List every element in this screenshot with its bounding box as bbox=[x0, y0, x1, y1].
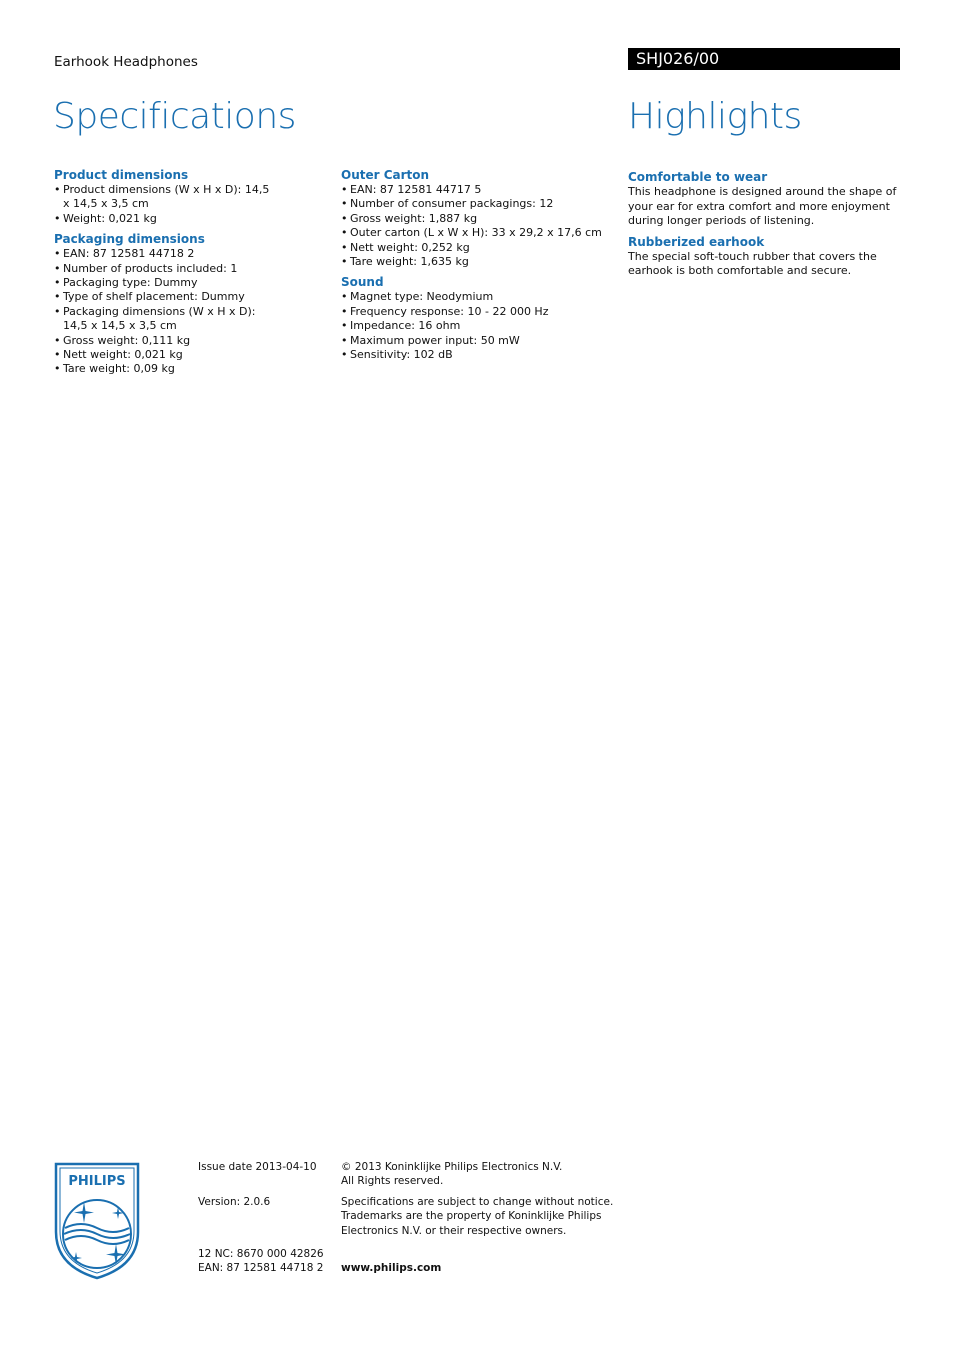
spec-item: • Product dimensions (W x H x D): 14,5 x 14,5 x 3,5 cm bbox=[54, 183, 274, 212]
spec-item: • Type of shelf placement: Dummy bbox=[54, 290, 274, 304]
highlight-comfortable bbox=[628, 170, 900, 229]
spec-column-1 bbox=[54, 168, 274, 377]
spec-heading: Product dimensions bbox=[54, 168, 189, 182]
spec-item: • Nett weight: 0,021 kg bbox=[54, 348, 274, 362]
copyright-line: © 2013 Koninklijke Philips Electronics N.V. bbox=[341, 1161, 563, 1173]
spec-item: • Gross weight: 1,887 kg bbox=[341, 212, 611, 226]
spec-item: • Number of products included: 1 bbox=[54, 262, 274, 276]
spec-item: • Frequency response: 10 - 22 000 Hz bbox=[341, 305, 611, 319]
highlight-text: The special soft-touch rubber that covers the earhook is both comfortable and secure. bbox=[628, 249, 877, 277]
highlight-rubberized bbox=[628, 235, 900, 279]
philips-shield-logo bbox=[54, 1162, 140, 1284]
spec-item: • Magnet type: Neodymium bbox=[341, 290, 611, 304]
spec-item: • EAN: 87 12581 44718 2 bbox=[54, 247, 274, 261]
spec-item: • Sensitivity: 102 dB bbox=[341, 348, 611, 362]
notice-line: Electronics N.V. or their respective owners. bbox=[341, 1225, 567, 1237]
spec-item: • Nett weight: 0,252 kg bbox=[341, 241, 611, 255]
highlight-text: This headphone is designed around the shape of your ear for extra comfort and more enjoyment during longer periods of listening. bbox=[628, 185, 897, 227]
spec-group-product-dimensions bbox=[54, 168, 274, 226]
highlight-heading: Rubberized earhook bbox=[628, 234, 765, 249]
spec-item: • Maximum power input: 50 mW bbox=[341, 334, 611, 348]
version: Version: 2.0.6 bbox=[198, 1196, 271, 1208]
spec-item: • Gross weight: 0,111 kg bbox=[54, 334, 274, 348]
spec-item: • EAN: 87 12581 44717 5 bbox=[341, 183, 611, 197]
specifications-title: Specifications bbox=[53, 96, 296, 137]
spec-item: • Number of consumer packagings: 12 bbox=[341, 197, 611, 211]
spec-item: • Packaging dimensions (W x H x D): 14,5 x 14,5 x 3,5 cm bbox=[54, 305, 274, 334]
spec-group-sound bbox=[341, 275, 611, 362]
spec-group-packaging-dimensions bbox=[54, 232, 274, 377]
spec-item: • Tare weight: 0,09 kg bbox=[54, 362, 274, 376]
spec-item: • Packaging type: Dummy bbox=[54, 276, 274, 290]
twelve-nc: 12 NC: 8670 000 42826 bbox=[198, 1248, 324, 1260]
spec-item: • Impedance: 16 ohm bbox=[341, 319, 611, 333]
spec-item: • Outer carton (L x W x H): 33 x 29,2 x 17,6 cm bbox=[341, 226, 611, 240]
notice-line: Trademarks are the property of Koninklijke Philips bbox=[341, 1210, 602, 1222]
notice-line: Specifications are subject to change without notice. bbox=[341, 1196, 614, 1208]
spec-heading: Packaging dimensions bbox=[54, 232, 205, 247]
website-link[interactable]: www.philips.com bbox=[341, 1262, 442, 1274]
issue-date: Issue date 2013-04-10 bbox=[198, 1161, 317, 1173]
spec-heading: Outer Carton bbox=[341, 168, 430, 182]
spec-column-2 bbox=[341, 168, 611, 362]
spec-group-outer-carton bbox=[341, 168, 611, 269]
rights-line: All Rights reserved. bbox=[341, 1175, 444, 1187]
spec-item: • Tare weight: 1,635 kg bbox=[341, 255, 611, 269]
footer-ean: EAN: 87 12581 44718 2 bbox=[198, 1262, 324, 1274]
highlight-heading: Comfortable to wear bbox=[628, 170, 768, 184]
highlights-column bbox=[628, 170, 900, 279]
spec-item: • Weight: 0,021 kg bbox=[54, 212, 274, 226]
model-number-badge: SHJ026/00 bbox=[628, 48, 900, 70]
spec-heading: Sound bbox=[341, 275, 384, 290]
brand-wordmark: PHILIPS bbox=[68, 1174, 126, 1189]
highlights-title: Highlights bbox=[628, 96, 802, 137]
product-category: Earhook Headphones bbox=[54, 54, 198, 70]
